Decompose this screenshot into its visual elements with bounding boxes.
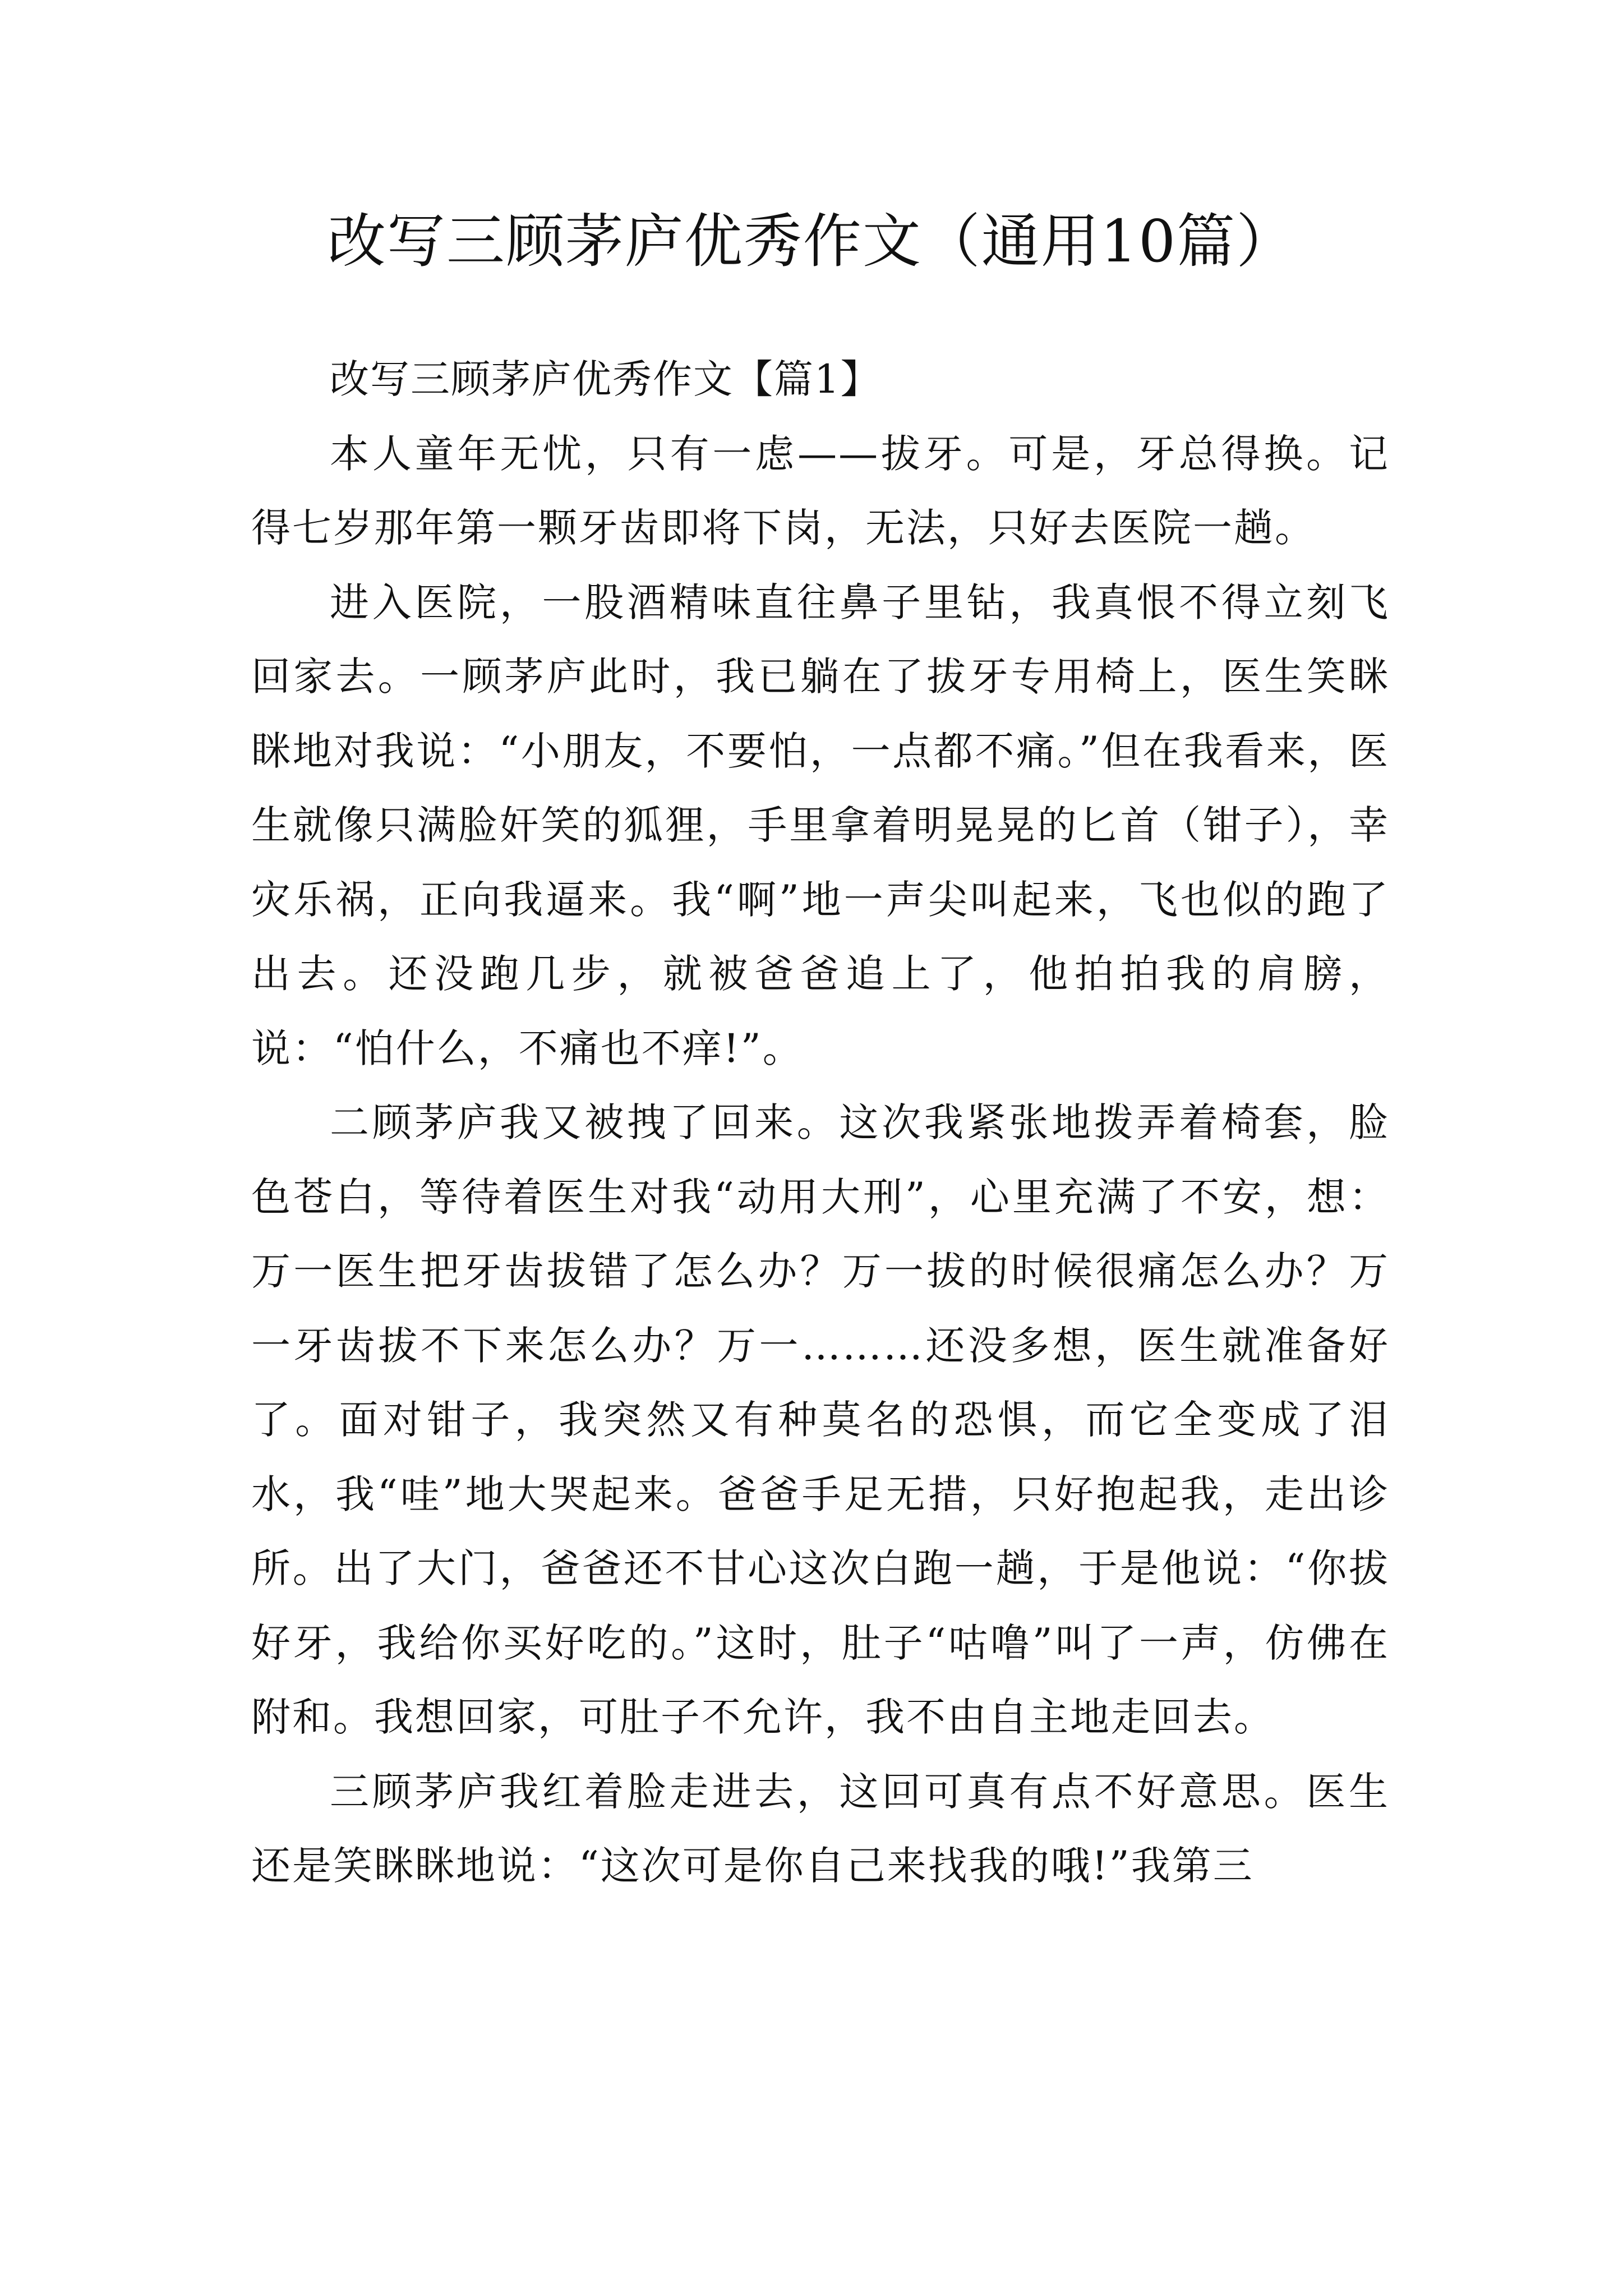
document-body (251, 342, 1390, 1903)
paragraph: 本人童年无忧，只有一虑——拔牙。可是，牙总得换。记得七岁那年第一颗牙齿即将下岗，无法，只好去医院一趟。 (251, 430, 1390, 551)
paragraph: 三顾茅庐我红着脸走进去，这回可真有点不好意思。医生还是笑眯眯地说：“这次可是你自己来找我的哦!”我第三 (251, 1768, 1390, 1889)
document-title: 改写三顾茅庐优秀作文（通用10篇） (327, 207, 1296, 275)
paragraph: 二顾茅庐我又被拽了回来。这次我紧张地拨弄着椅套，脸色苍白，等待着医生对我“动用大刑”，心里充满了不安，想：万一医生把牙齿拔错了怎么办？万一拔的时候很痛怎么办？万一牙齿拔不下来怎么办？万一………还没多想，医生就准备好了。面对钳子，我突然又有种莫名的恐惧，而它全变成了泪水，我“哇”地大哭起来。爸爸手足无措，只好抱起我，走出诊所。出了大门，爸爸还不甘心这次白跑一趟，于是他说：“你拔好牙，我给你买好吃的。”这时，肚子“咕噜”叫了一声，仿佛在附和。我想回家，可肚子不允许，我不由自主地走回去。 (251, 1099, 1390, 1740)
paragraph: 进入医院，一股酒精味直往鼻子里钻，我真恨不得立刻飞回家去。一顾茅庐此时，我已躺在了拔牙专用椅上，医生笑眯眯地对我说：“小朋友，不要怕，一点都不痛。”但在我看来，医生就像只满脸奸笑的狐狸，手里拿着明晃晃的匕首（钳子），幸灾乐祸，正向我逼来。我“啊”地一声尖叫起来，飞也似的跑了出去。还没跑几步，就被爸爸追上了，他拍拍我的肩膀，说：“怕什么，不痛也不痒!”。 (251, 579, 1390, 1071)
section-heading: 改写三顾茅庐优秀作文【篇1】 (330, 356, 881, 402)
